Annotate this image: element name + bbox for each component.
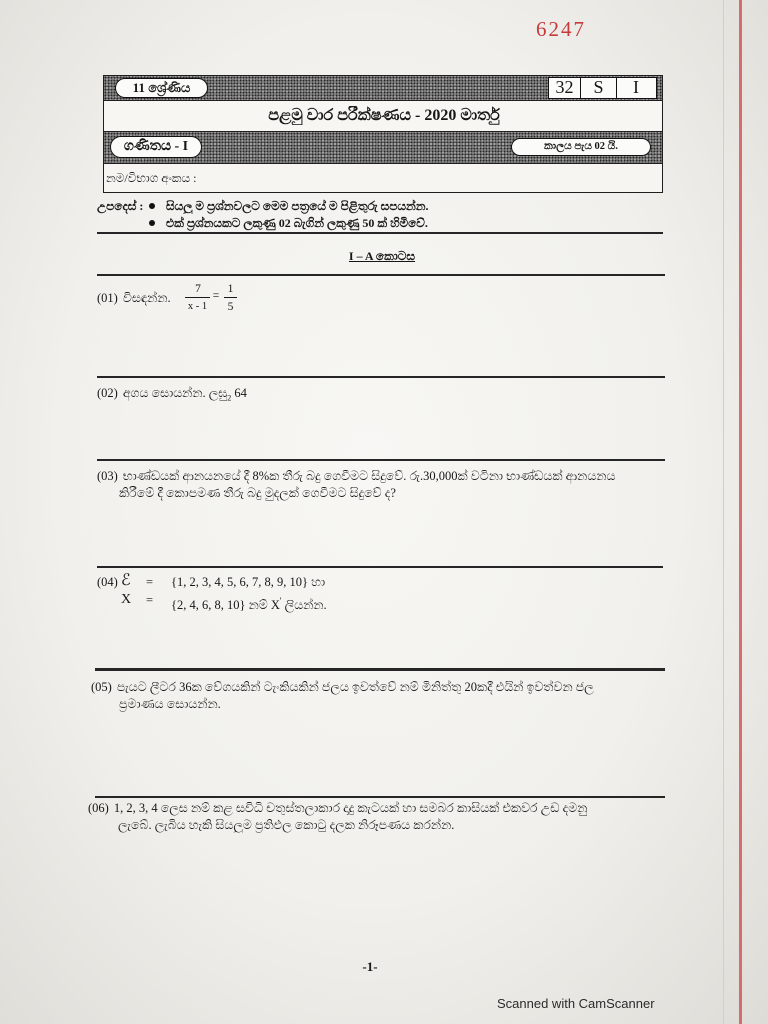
question-2-text: අගය සොයන්න. [122,386,206,400]
subset-elements: {2, 4, 6, 8, 10} [171,598,246,613]
divider-line [97,232,663,234]
question-6-text-1: 1, 2, 3, 4 ලෙස නම් කළ සවිධි චතුස්තලාකාර දාදු කැටයක් හා සමබර කාසියක් එකවර උඩ දමනු [113,801,588,815]
subset-equals: = [146,593,154,607]
fraction-rhs-numerator: 1 [227,283,234,295]
divider-line [97,376,665,378]
instruction-bullet-1 [149,203,155,209]
header-grade-row [104,76,662,101]
exam-title: පළමු වාර පරීක්ෂණය - 2020 මාර්තු [268,107,500,124]
instruction-item-2: එක් ප්‍රශ්නයකට ලකුණු 02 බැගින් ලකුණු 50 ක් හිමිවේ. [166,216,428,230]
question-3-line-1 [97,469,663,484]
paper-code-medium: S [580,78,616,98]
fraction-rhs-denominator: 5 [227,301,234,313]
divider-line [97,274,665,276]
equation-equals: = [212,290,220,302]
paper-code-part: I [616,78,655,98]
stamp-number: 6247 [536,17,586,41]
if-word: නම් [248,598,268,613]
divider-line [95,796,665,798]
question-6-line-1 [88,801,664,816]
subset-line [171,593,431,613]
question-6-line-2: ලැබේ. ලැබිය හැකි සියලුම ප්‍රතිඵල කොටු දලක නිරූපණය කරන්න. [118,818,455,832]
universal-set-elements: {1, 2, 3, 4, 5, 6, 7, 8, 9, 10} [171,575,308,589]
question-3-number: (03) [97,469,118,483]
divider-line [95,668,665,671]
divider-line [97,566,663,568]
question-1-prompt [97,291,185,306]
log-base: 2 [227,393,232,403]
universal-set-symbol: ℰ [121,572,131,589]
fraction-lhs-denominator: x - 1 [187,301,208,312]
complement-mark: ' [279,596,282,606]
question-5-line-1 [91,680,663,695]
header-subject-row [104,132,662,164]
question-5-number: (05) [91,680,112,694]
fraction-rhs-bar [224,297,237,298]
complement-base: X [270,598,280,613]
log-operand: 64 [234,386,247,400]
instruction-item-1: සියලු ම ප්‍රශ්නවලට මෙම පත්‍රයේ ම පිළිතුරු සපයන්න. [166,199,429,213]
subject-pill: ගණිතය - I [110,136,202,158]
header-box [103,75,663,193]
question-2-number: (02) [97,386,118,400]
question-4-number: (04) [97,575,118,589]
set-conjunction: හා [311,575,326,589]
question-1-number: (01) [97,291,118,305]
question-3-line-2: කිරීමේ දී කොපමණ තීරු බදු මුදලක් ගෙවීමට සිදුවේ ද? [119,486,396,500]
instruction-bullet-2 [149,220,155,226]
duration-pill: කාලය පැය 02 යි. [511,138,651,156]
section-title: I – A කොටස [348,249,416,263]
instructions-label: උපදෙස් : [97,199,144,213]
question-5-text-1: පැයට ලීටර 36ක වේගයකින් ටැංකියකින් ජලය ඉවත්වේ නම් මිනිත්තු 20කදී එයින් ඉවත්වන ජල [116,680,594,694]
log-word: ලඝු [208,386,228,400]
page-number: -1- [362,959,378,974]
header-name-row [104,164,662,192]
header-title-row [104,101,662,132]
question-5-line-2: ප්‍රමාණය සොයන්න. [119,697,221,711]
question-3-text-1: භාණ්ඩයක් ආනයනයේ දී 8%ක තීරු බදු ගෙවීමට සිදුවේ. රු.30,000ක් වටිනා භාණ්ඩයක් ආනයනය [122,469,616,483]
scanner-watermark: Scanned with CamScanner [497,996,655,1011]
paper-code-box [548,77,657,99]
red-margin-line [739,0,742,1024]
paper-code-number: 32 [555,77,574,97]
fraction-lhs-bar [185,297,210,298]
universal-set-line [171,575,421,590]
universal-set-equals: = [146,575,154,589]
divider-line [97,459,665,461]
question-4-instruction: ලියන්න. [284,598,327,613]
scan-edge-line [723,0,724,1024]
name-index-label: නම/විභාග අංකය : [106,171,197,185]
subset-symbol: X [121,592,132,607]
fraction-lhs-numerator: 7 [195,283,201,295]
question-6-number: (06) [88,801,109,815]
question-1-text: විසඳන්න. [122,291,171,305]
grade-pill: 11 ශ්‍රේණිය [115,78,208,98]
question-2-line [97,385,317,407]
